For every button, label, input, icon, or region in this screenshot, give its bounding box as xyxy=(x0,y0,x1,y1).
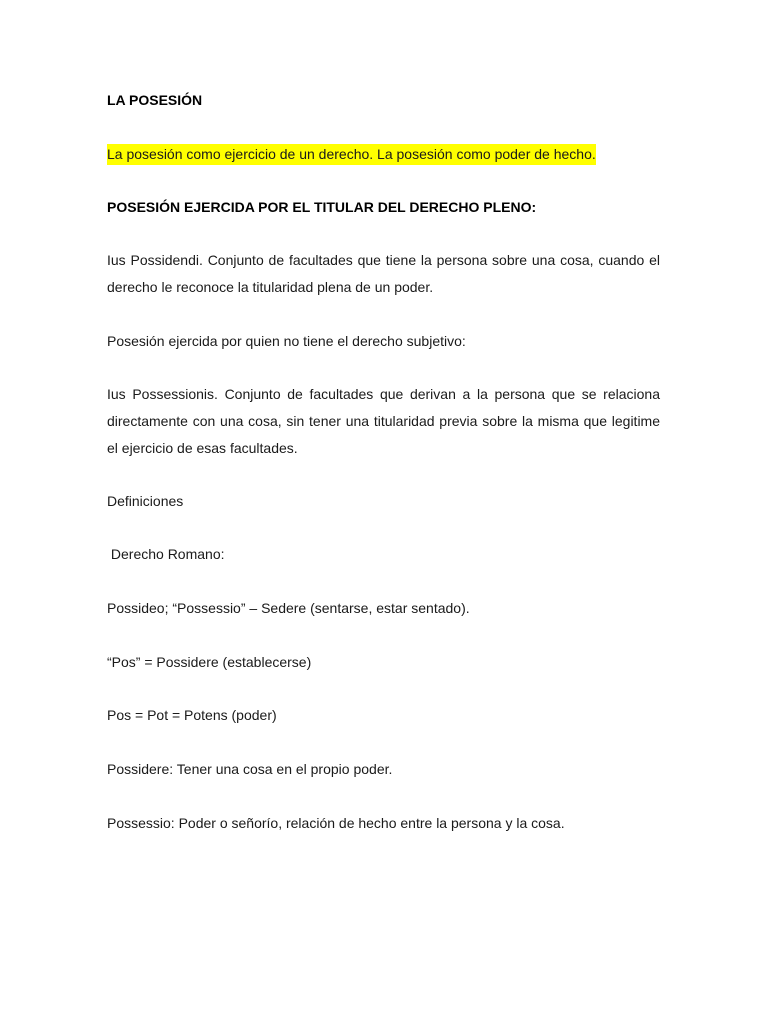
definition-line-3: Pos = Pot = Potens (poder) xyxy=(107,707,277,723)
paragraph-ius-possessionis: Ius Possessionis. Conjunto de facultades que derivan a la persona que se relaciona directamente con una cosa, sin tener una titularidad previa sobre la misma que legitime el ejercicio de esas facultades. xyxy=(107,386,660,456)
section-heading: POSESIÓN EJERCIDA POR EL TITULAR DEL DERECHO PLENO: xyxy=(107,199,537,215)
highlight-text: La posesión como ejercicio de un derecho. La posesión como poder de hecho. xyxy=(107,144,596,165)
definition-line-4: Possidere: Tener una cosa en el propio poder. xyxy=(107,761,393,777)
definiciones-heading: Definiciones xyxy=(107,493,184,509)
paragraph-posesion-ejercida: Posesión ejercida por quien no tiene el derecho subjetivo: xyxy=(107,333,466,349)
definition-line-5: Possessio: Poder o señorío, relación de hecho entre la persona y la cosa. xyxy=(107,815,565,831)
derecho-romano-label: Derecho Romano: xyxy=(107,546,225,562)
definition-line-2: “Pos” = Possidere (establecerse) xyxy=(107,654,312,670)
document-title: LA POSESIÓN xyxy=(107,92,203,108)
highlighted-subtitle xyxy=(107,141,660,168)
paragraph-ius-possidendi: Ius Possidendi. Conjunto de facultades que tiene la persona sobre una cosa, cuando el derecho le reconoce la titularidad plena de un poder. xyxy=(107,252,660,295)
definition-line-1: Possideo; “Possessio” – Sedere (sentarse, estar sentado). xyxy=(107,600,470,616)
